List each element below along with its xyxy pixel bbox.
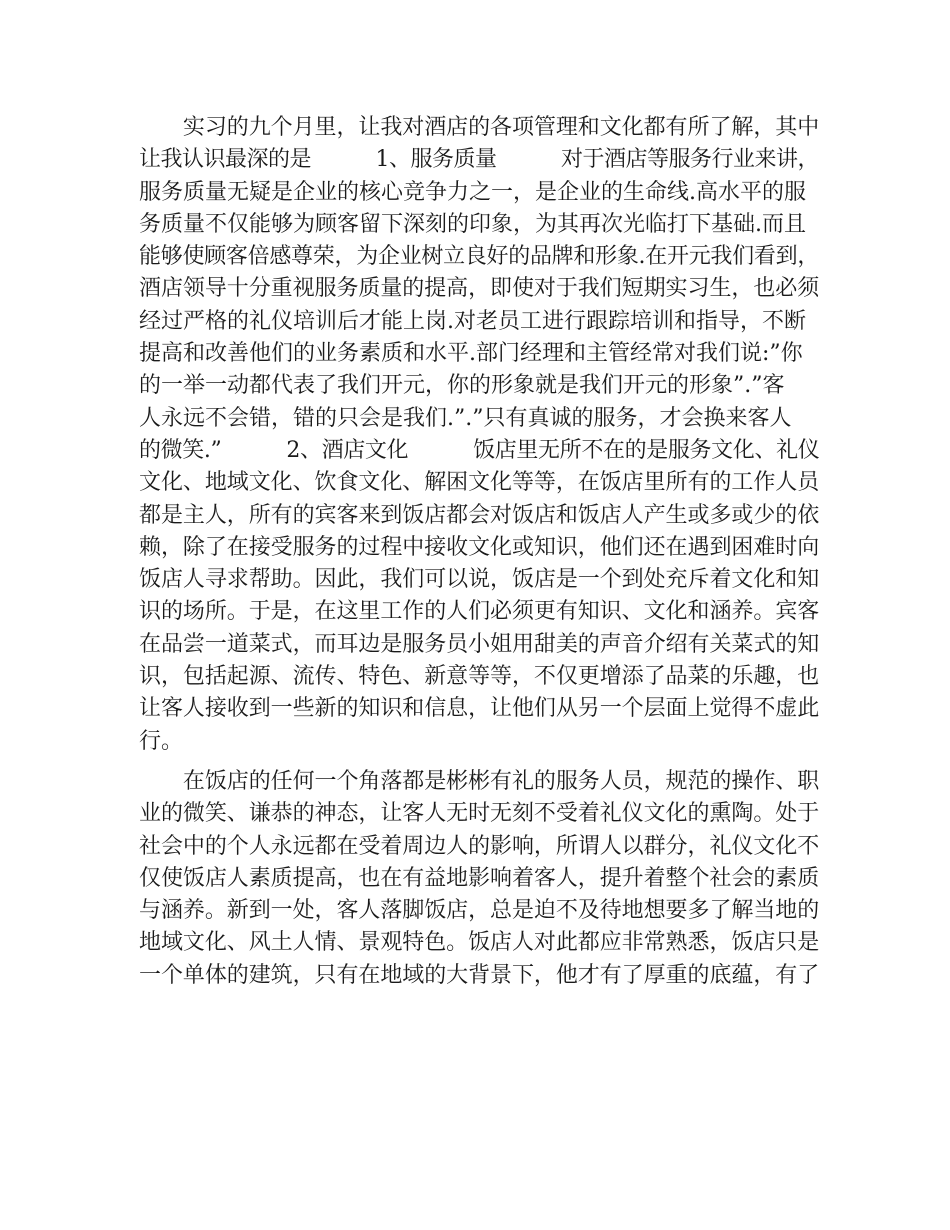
text-line: 仅使饭店人素质提高，也在有益地影响着客人，提升着整个社会的素质 bbox=[139, 865, 820, 891]
text-line: 的微笑.” 2、酒店文化 饭店里无所不在的是服务文化、礼仪 bbox=[139, 437, 820, 463]
paragraph-1 bbox=[139, 112, 819, 758]
text-line: 能够使顾客倍感尊荣，为企业树立良好的品牌和形象.在开元我们看到， bbox=[139, 244, 820, 270]
text-line: 一个单体的建筑，只有在地域的大背景下，他才有了厚重的底蕴，有了 bbox=[139, 962, 820, 988]
text-line: 社会中的个人永远都在受着周边人的影响，所谓人以群分，礼仪文化不 bbox=[139, 833, 820, 859]
text-line: 务质量不仅能够为顾客留下深刻的印象，为其再次光临打下基础.而且 bbox=[139, 211, 806, 237]
text-line: 赖，除了在接受服务的过程中接收文化或知识，他们还在遇到困难时向 bbox=[139, 534, 820, 560]
text-line: 在品尝一道菜式，而耳边是服务员小姐用甜美的声音介绍有关菜式的知 bbox=[139, 631, 820, 657]
text-line: 与涵养。新到一处，客人落脚饭店，总是迫不及待地想要多了解当地的 bbox=[139, 898, 820, 924]
document-body bbox=[139, 112, 819, 1000]
text-line: 经过严格的礼仪培训后才能上岗.对老员工进行跟踪培训和指导，不断 bbox=[139, 308, 806, 334]
text-line: 的一举一动都代表了我们开元，你的形象就是我们开元的形象”.”客 bbox=[139, 373, 785, 399]
text-line: 提高和改善他们的业务素质和水平.部门经理和主管经常对我们说:”你 bbox=[139, 341, 803, 367]
text-line: 行。 bbox=[139, 728, 184, 754]
text-line: 人永远不会错，错的只会是我们.”.”只有真诚的服务，才会换来客人 bbox=[139, 405, 792, 431]
text-line: 都是主人，所有的宾客来到饭店都会对饭店和饭店人产生或多或少的依 bbox=[139, 502, 820, 528]
paragraph-2 bbox=[139, 766, 819, 992]
text-line: 让我认识最深的是 1、服务质量 对于酒店等服务行业来讲， bbox=[139, 147, 819, 173]
text-line: 识，包括起源、流传、特色、新意等等，不仅更增添了品菜的乐趣，也 bbox=[139, 664, 820, 690]
text-line: 在饭店的任何一个角落都是彬彬有礼的服务人员，规范的操作、职 bbox=[139, 768, 820, 794]
text-line: 实习的九个月里，让我对酒店的各项管理和文化都有所了解，其中 bbox=[139, 115, 820, 140]
text-line: 地域文化、风土人情、景观特色。饭店人对此都应非常熟悉，饭店只是 bbox=[139, 930, 820, 956]
text-line: 服务质量无疑是企业的核心竞争力之一，是企业的生命线.高水平的服 bbox=[139, 179, 806, 205]
text-line: 酒店领导十分重视服务质量的提高，即使对于我们短期实习生，也必须 bbox=[139, 276, 820, 302]
text-line: 业的微笑、谦恭的神态，让客人无时无刻不受着礼仪文化的熏陶。处于 bbox=[139, 801, 820, 827]
text-line: 识的场所。于是，在这里工作的人们必须更有知识、文化和涵养。宾客 bbox=[139, 599, 820, 625]
text-line: 饭店人寻求帮助。因此，我们可以说，饭店是一个到处充斥着文化和知 bbox=[139, 567, 820, 593]
text-line: 文化、地域文化、饮食文化、解困文化等等，在饭店里所有的工作人员 bbox=[139, 470, 820, 496]
text-line: 让客人接收到一些新的知识和信息，让他们从另一个层面上觉得不虚此 bbox=[139, 696, 820, 722]
